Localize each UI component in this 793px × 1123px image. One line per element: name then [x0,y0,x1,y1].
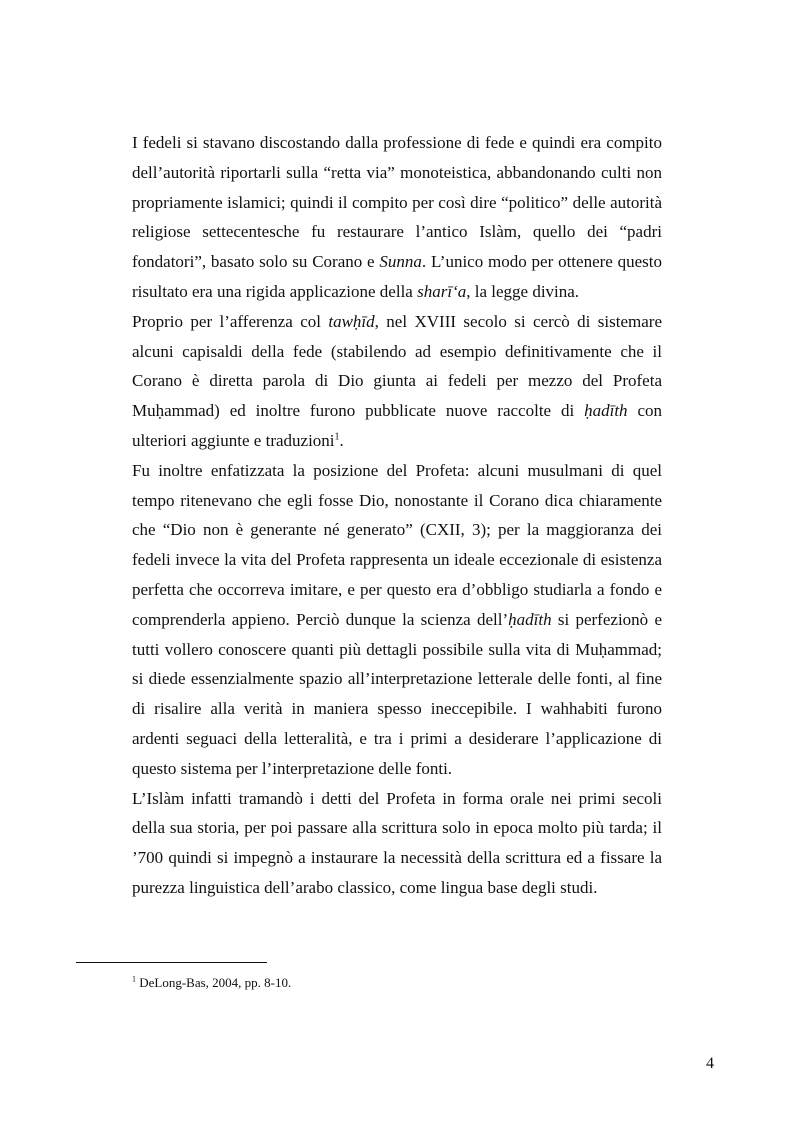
footnote-text: DeLong-Bas, 2004, pp. 8-10. [136,975,292,990]
term-tawhid: tawḥīd [328,311,375,331]
footnote-separator [76,962,267,963]
body-text [132,128,662,903]
paragraph-1 [132,128,662,307]
paragraph-3-text-b: si perfezionò e tutti vollero conoscere quanti più dettagli possibile sulla vita di Muḥammad; si diede essenzialmente spazio all’interpretazione letterale delle fonti, al fine di risalire alla verità in maniera spesso ineccepibile. I wahhabiti furono ardenti seguaci della letteralità, e tra i primi a desiderare l’applicazione di questo sistema per l’interpretazione delle fonti. [132,609,662,778]
paragraph-2-text-a: Proprio per l’afferenza col [132,311,329,331]
paragraph-2-text-d: . [339,430,344,450]
term-hadith: ḥadīth [508,609,552,629]
footnote-reference[interactable]: 1 [334,431,340,443]
paragraph-2 [132,307,662,456]
paragraph-3-text-a: Fu inoltre enfatizzata la posizione del Profeta: alcuni musulmani di quel tempo ritenevano che egli fosse Dio, nonostante il Corano dica chiaramente che “Dio non è generante né generato” (CXII, 3); per la maggioranza dei fedeli invece la vita del Profeta rappresenta un ideale eccezionale di esistenza perfetta che occorreva imitare, e per questo era d’obbligo studiarla a fondo e comprenderla appieno. Perciò dunque la scienza dell’ [132,460,662,629]
paragraph-2-text-b: , nel XVIII secolo si cercò di sistemare alcuni capisaldi della fede (stabilendo ad esempio definitivamente che il Corano è diretta parola di Dio giunta ai fedeli per mezzo del Profeta Muḥammad) ed inoltre furono pubblicate nuove raccolte di [132,311,662,421]
term-sunna: Sunna [379,252,422,272]
paragraph-2-text-c: con ulteriori aggiunte e traduzioni [132,401,663,450]
footnote-number: 1 [132,974,136,984]
term-sharia: sharī‘a [417,281,467,301]
paragraph-1-text-c: , la legge divina. [466,281,580,301]
footnote [132,975,632,991]
paragraph-1-text-b: . L’unico modo per ottenere questo risultato era una rigida applicazione della [132,252,663,301]
term-hadith: ḥadīth [584,401,628,421]
page-number: 4 [706,1055,714,1072]
paragraph-4: L’Islàm infatti tramandò i detti del Profeta in forma orale nei primi secoli della sua storia, per poi passare alla scrittura solo in epoca molto più tarda; il ’700 quindi si impegnò a instaurare la necessità della scrittura ed a fissare la purezza linguistica dell’arabo classico, come lingua base degli studi. [132,788,662,897]
paragraph-3 [132,456,662,784]
paragraph-1-text-a: I fedeli si stavano discostando dalla professione di fede e quindi era compito dell’autorità riportarli sulla “retta via” monoteistica, abbandonando culti non propriamente islamici; quindi il compito per così dire “politico” delle autorità religiose settecentesche fu restaurare l’antico Islàm, quello dei “padri fondatori”, basato solo su Corano e [132,133,662,272]
